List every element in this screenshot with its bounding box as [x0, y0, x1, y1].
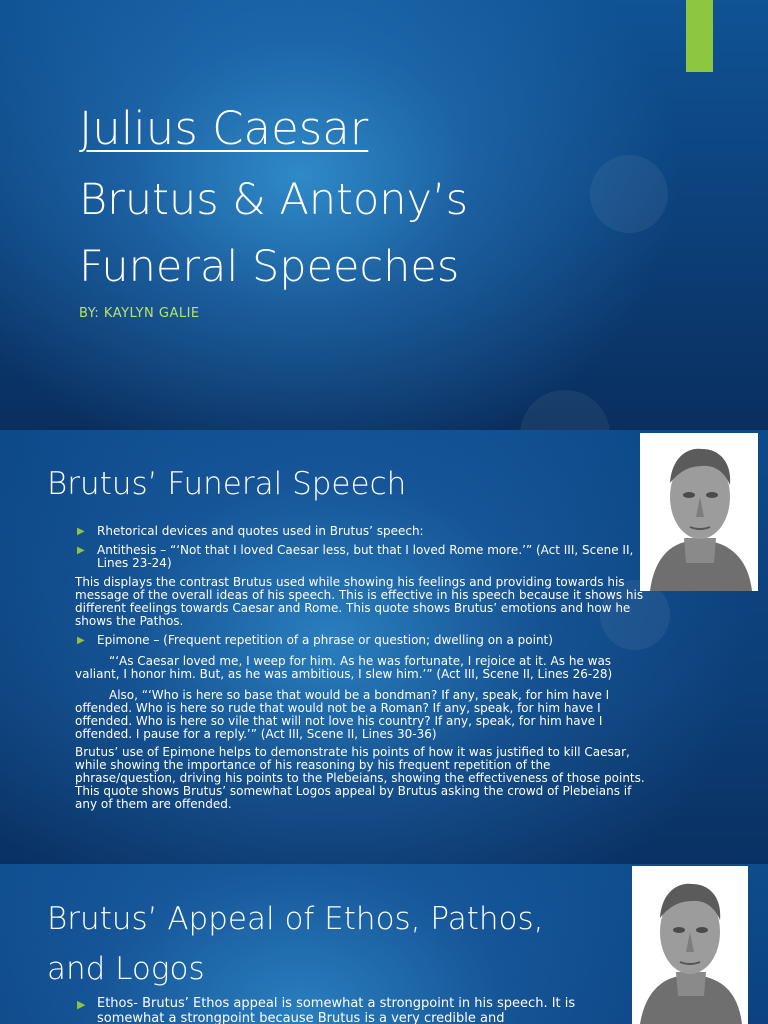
bullet-item: ▶ Epimone – (Frequent repetition of a phrase or question; dwelling on a point) — [77, 633, 553, 647]
quote-paragraph: Also, “‘Who is here so base that would be a bondman? If any, speak, for him have I offended. Who is here so rude that would not be a Roman? If any, speak, for him have I offended. Who is here so vile that will not love his country? If any, speak, for him have I offended. I pause for a reply.’” (Act III, Scene II, Lines 30-36) — [75, 688, 610, 741]
title-slide — [0, 0, 768, 430]
brutus-funeral-speech-slide — [0, 430, 768, 864]
slide-body — [75, 525, 647, 811]
appeal-slide — [0, 864, 768, 1024]
caesar-bust-image — [632, 866, 748, 1024]
slide-body — [75, 996, 635, 1024]
bust-illustration — [632, 866, 748, 1024]
bullet-item: ▶ Antithesis – “‘Not that I loved Caesar less, but that I loved Rome more.’” (Act III, Scene II, Lines 23-24) — [77, 543, 634, 570]
quote-paragraph: “‘As Caesar loved me, I weep for him. As he was fortunate, I rejoice at it. As he was valiant, I honor him. But, as he was ambitious, I slew him.’” (Act III, Scene II, Lines 26-28) — [75, 654, 613, 681]
title-line-3: Funeral Speeches — [79, 242, 460, 292]
accent-tab — [686, 0, 713, 72]
bullet-item: ▶ Rhetorical devices and quotes used in Brutus’ speech: — [77, 524, 424, 538]
bust-illustration — [640, 433, 758, 591]
triangle-right-icon: ▶ — [77, 545, 85, 556]
byline: BY: KAYLYN GALIE — [79, 306, 200, 321]
paragraph: This displays the contrast Brutus used while showing his feelings and providing towards his message of the overall ideas of his speech. This is effective in his speech because it shows his different feelings towards Caesar and Rome. This quote shows Brutus’ emotions and how he shows the Pathos. — [75, 575, 644, 628]
caesar-bust-image — [640, 433, 758, 591]
slide-title: Brutus’ Funeral Speech — [47, 466, 407, 502]
triangle-right-icon: ▶ — [77, 526, 85, 537]
paragraph: Brutus’ use of Epimone helps to demonstrate his points of how it was justified to kill Caesar, while showing the importance of his reasoning by his frequent repetition of the phrase/question, driving his points to the Plebeians, showing the effectiveness of those points. This quote shows Brutus’ somewhat Logos appeal by Brutus asking the crowd of Plebeians if any of them are offended. — [75, 745, 645, 811]
triangle-right-icon: ▶ — [77, 998, 86, 1011]
triangle-right-icon: ▶ — [77, 635, 85, 646]
decorative-circle — [590, 155, 668, 233]
title-line-1: Julius Caesar — [79, 102, 369, 155]
bullet-item: ▶ Ethos- Brutus’ Ethos appeal is somewhat a strongpoint in his speech. It is somewhat a strongpoint because Brutus is a very credible and — [77, 996, 576, 1024]
decorative-circle — [520, 390, 610, 430]
title-line-2: Brutus & Antony’s — [79, 175, 469, 225]
slide-title: Brutus’ Appeal of Ethos, Pathos, and Logos — [47, 901, 544, 987]
